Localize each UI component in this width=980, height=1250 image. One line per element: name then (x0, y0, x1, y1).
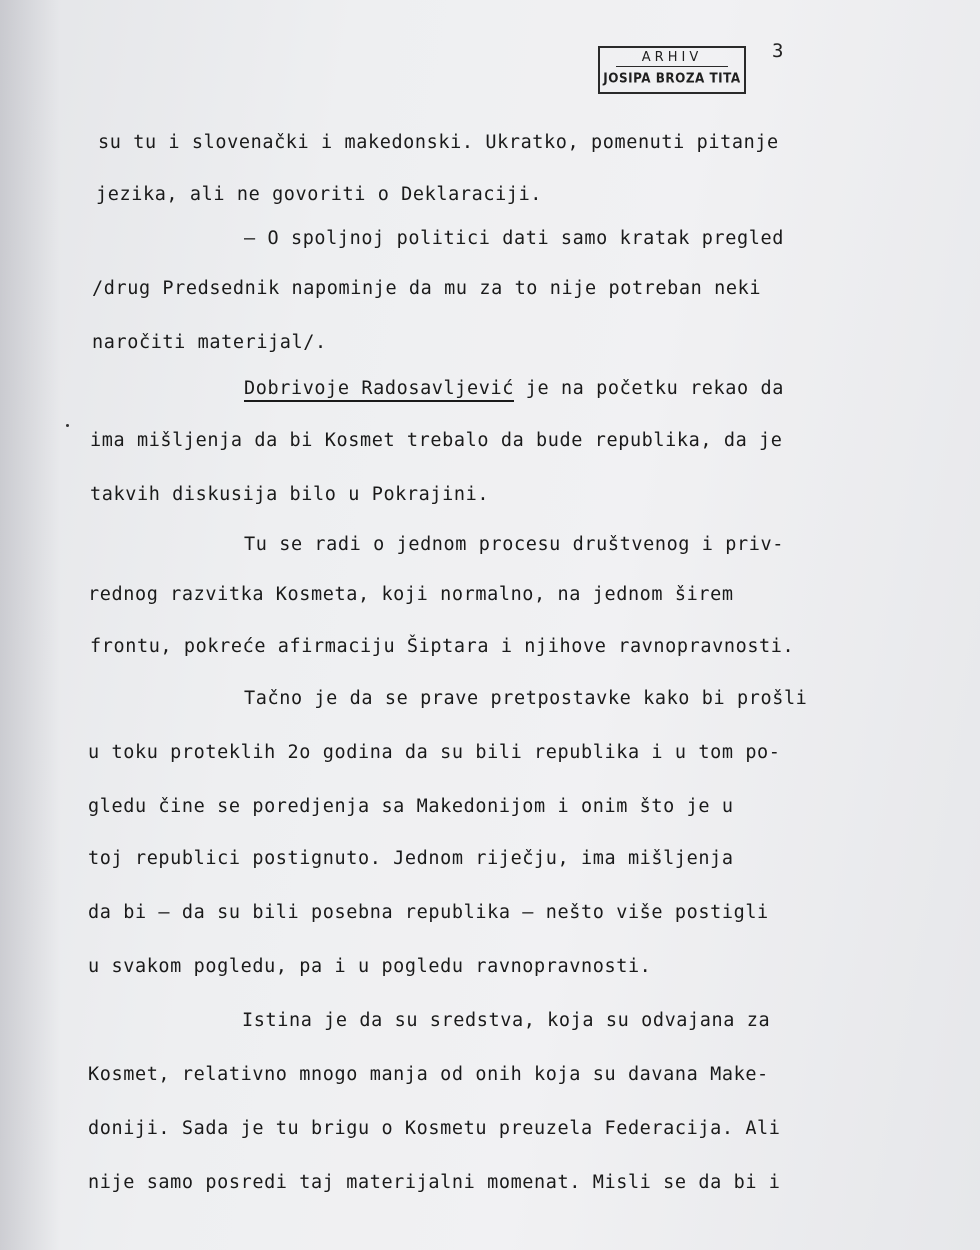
text-line: u toku proteklih 2o godina da su bili republika i u tom po- (88, 742, 781, 763)
stamp-subtitle: JOSIPA BROZA TITA (603, 70, 741, 86)
text-line: naročiti materijal/. (92, 332, 327, 353)
speaker-name: Dobrivoje Radosavljević (244, 378, 514, 402)
text-line: toj republici postignuto. Jednom riječju, ima mišljenja (88, 848, 734, 869)
text-line: frontu, pokreće afirmaciju Šiptara i njihove ravnopravnosti. (90, 636, 795, 657)
text-line: – O spoljnoj politici dati samo kratak pregled (244, 228, 784, 249)
page-number: 3 (772, 40, 784, 62)
text-line: doniji. Sada je tu brigu o Kosmetu preuzela Federacija. Ali (88, 1118, 781, 1139)
text-line: nije samo posredi taj materijalni momenat. Misli se da bi i (88, 1172, 781, 1193)
text-line: u svakom pogledu, pa i u pogledu ravnopravnosti. (88, 956, 652, 977)
text-line: ima mišljenja da bi Kosmet trebalo da bude republika, da je (90, 430, 783, 451)
text-line: jezika, ali ne govoriti o Deklaraciji. (96, 184, 543, 205)
text-line (244, 378, 784, 399)
text-line: /drug Predsednik napominje da mu za to nije potreban neki (92, 278, 762, 299)
text-line: Tu se radi o jednom procesu društvenog i priv- (244, 534, 784, 555)
text-line: Istina je da su sredstva, koja su odvajana za (242, 1010, 771, 1031)
stamp-title: ARHIV (616, 50, 728, 67)
text-line: Tačno je da se prave pretpostavke kako bi prošli (244, 688, 808, 709)
text-line: su tu i slovenački i makedonski. Ukratko, pomenuti pitanje (98, 132, 779, 153)
text-fragment: je na početku rekao da (525, 378, 784, 399)
text-line: gledu čine se poredjenja sa Makedonijom i onim što je u (88, 796, 734, 817)
page-shadow (0, 0, 60, 1250)
text-line: Kosmet, relativno mnogo manja od onih koja su davana Make- (88, 1064, 769, 1085)
text-line: rednog razvitka Kosmeta, koji normalno, na jednom širem (88, 584, 734, 605)
archive-stamp (598, 46, 746, 94)
text-line: takvih diskusija bilo u Pokrajini. (90, 484, 490, 505)
margin-mark (66, 424, 69, 427)
text-line: da bi – da su bili posebna republika – nešto više postigli (88, 902, 769, 923)
